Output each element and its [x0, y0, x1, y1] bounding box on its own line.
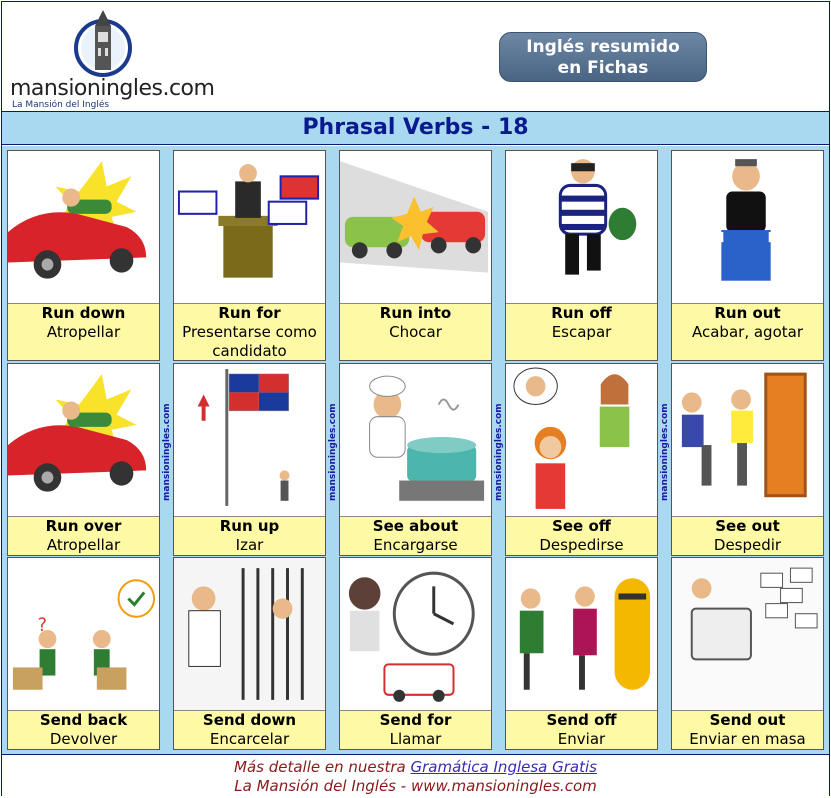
verb-caption: [340, 516, 491, 556]
grammar-link[interactable]: Gramática Inglesa Gratis: [410, 758, 597, 776]
man-pushed-out-door-illustration: [672, 364, 823, 516]
verb-caption: [506, 710, 657, 750]
side-watermark-label: mansioningles.com: [494, 403, 504, 501]
chef-cooking-pot-illustration: [340, 364, 491, 516]
verb-english: Send back: [39, 711, 128, 729]
verb-spanish: Enviar: [557, 730, 606, 748]
verb-card[interactable]: [339, 150, 492, 361]
verb-caption: [174, 303, 325, 361]
verb-spanish: Atropellar: [46, 536, 121, 554]
verb-caption: [506, 303, 657, 361]
verb-card[interactable]: [7, 363, 160, 556]
verb-english: Run over: [45, 517, 122, 535]
page-title: Phrasal Verbs - 18: [302, 115, 529, 140]
verb-spanish: Chocar: [389, 323, 442, 341]
car-accident-man-on-hood-illustration: [8, 364, 159, 516]
man-with-empty-pockets-illustration: [672, 151, 823, 303]
phrasal-verbs-grid: [2, 146, 829, 754]
verb-spanish: Encarcelar: [209, 730, 290, 748]
verb-spanish: Llamar: [389, 730, 442, 748]
title-bar: [2, 111, 829, 145]
verb-card[interactable]: [339, 363, 492, 556]
verb-spanish: Acabar, agotar: [692, 323, 803, 341]
verb-card[interactable]: [7, 557, 160, 750]
summary-cards-button[interactable]: [499, 32, 707, 82]
verb-caption: [340, 303, 491, 361]
summary-button-line1: Inglés resumido: [526, 37, 680, 57]
verb-card[interactable]: [7, 150, 160, 361]
verb-caption: [506, 516, 657, 556]
verb-card[interactable]: [671, 363, 824, 556]
verb-card[interactable]: [505, 363, 658, 556]
verb-english: Run for: [218, 304, 281, 322]
verb-card[interactable]: [671, 150, 824, 361]
verb-spanish: Enviar en masa: [689, 730, 806, 748]
verb-card[interactable]: [173, 557, 326, 750]
verb-english: Run out: [714, 304, 781, 322]
people-at-mailbox-illustration: [506, 558, 657, 710]
side-watermark-label: mansioningles.com: [660, 403, 670, 501]
tower-logo-icon: [68, 8, 138, 78]
verb-caption: [8, 516, 159, 556]
verb-card[interactable]: [671, 557, 824, 750]
svg-text:?: ?: [37, 614, 48, 637]
verb-spanish: Despedir: [713, 536, 782, 554]
man-returning-box-illustration: [8, 558, 159, 710]
verb-caption: [672, 303, 823, 361]
verb-spanish: Despedirse: [539, 536, 624, 554]
raising-flag-on-pole-illustration: [174, 364, 325, 516]
verb-english: Send down: [202, 711, 297, 729]
verb-english: Send for: [379, 711, 452, 729]
verb-english: Send off: [546, 711, 617, 729]
footer-prefix: Más detalle en nuestra: [234, 758, 411, 776]
verb-english: Run up: [219, 517, 280, 535]
verb-caption: [8, 303, 159, 361]
man-calling-ambulance-illustration: [340, 558, 491, 710]
girl-waving-goodbye-illustration: [506, 364, 657, 516]
side-watermark-label: mansioningles.com: [162, 403, 172, 501]
verb-caption: [174, 710, 325, 750]
car-accident-man-on-hood-illustration: [8, 151, 159, 303]
verb-caption: [174, 516, 325, 556]
verb-english: Run off: [551, 304, 612, 322]
verb-caption: [672, 710, 823, 750]
verb-caption: [340, 710, 491, 750]
prisoner-behind-bars-illustration: [174, 558, 325, 710]
two-cars-colliding-illustration: [340, 151, 491, 303]
verb-english: Send out: [709, 711, 786, 729]
footer-line1: [2, 758, 829, 777]
verb-english: See off: [552, 517, 611, 535]
verb-spanish: Encargarse: [373, 536, 458, 554]
footer-line2: La Mansión del Inglés - www.mansioningles.com: [234, 777, 597, 795]
verb-spanish: Devolver: [49, 730, 118, 748]
verb-card[interactable]: [505, 557, 658, 750]
side-watermark-label: mansioningles.com: [328, 403, 338, 501]
site-logo[interactable]: [10, 8, 215, 110]
logo-tagline: La Mansión del Inglés: [12, 100, 110, 110]
verb-caption: [8, 710, 159, 750]
verb-spanish: Presentarse como candidato: [182, 323, 317, 360]
verb-english: See out: [715, 517, 780, 535]
verb-card[interactable]: [173, 363, 326, 556]
verb-card[interactable]: [505, 150, 658, 361]
header: [2, 2, 829, 110]
verb-card[interactable]: [173, 150, 326, 361]
verb-spanish: Atropellar: [46, 323, 121, 341]
summary-button-line2: en Fichas: [557, 58, 649, 78]
robber-running-with-money-bag-illustration: [506, 151, 657, 303]
verb-caption: [672, 516, 823, 556]
verb-english: Run into: [379, 304, 452, 322]
verb-english: Run down: [41, 304, 126, 322]
fichas-page: [1, 1, 830, 796]
footer: [2, 754, 829, 797]
verb-english: See about: [372, 517, 459, 535]
politician-with-vote-signs-illustration: [174, 151, 325, 303]
mass-mailing-letters-illustration: [672, 558, 823, 710]
verb-spanish: Escapar: [551, 323, 612, 341]
logo-text: mansioningles.com: [10, 76, 215, 101]
verb-spanish: Izar: [235, 536, 264, 554]
verb-card[interactable]: [339, 557, 492, 750]
